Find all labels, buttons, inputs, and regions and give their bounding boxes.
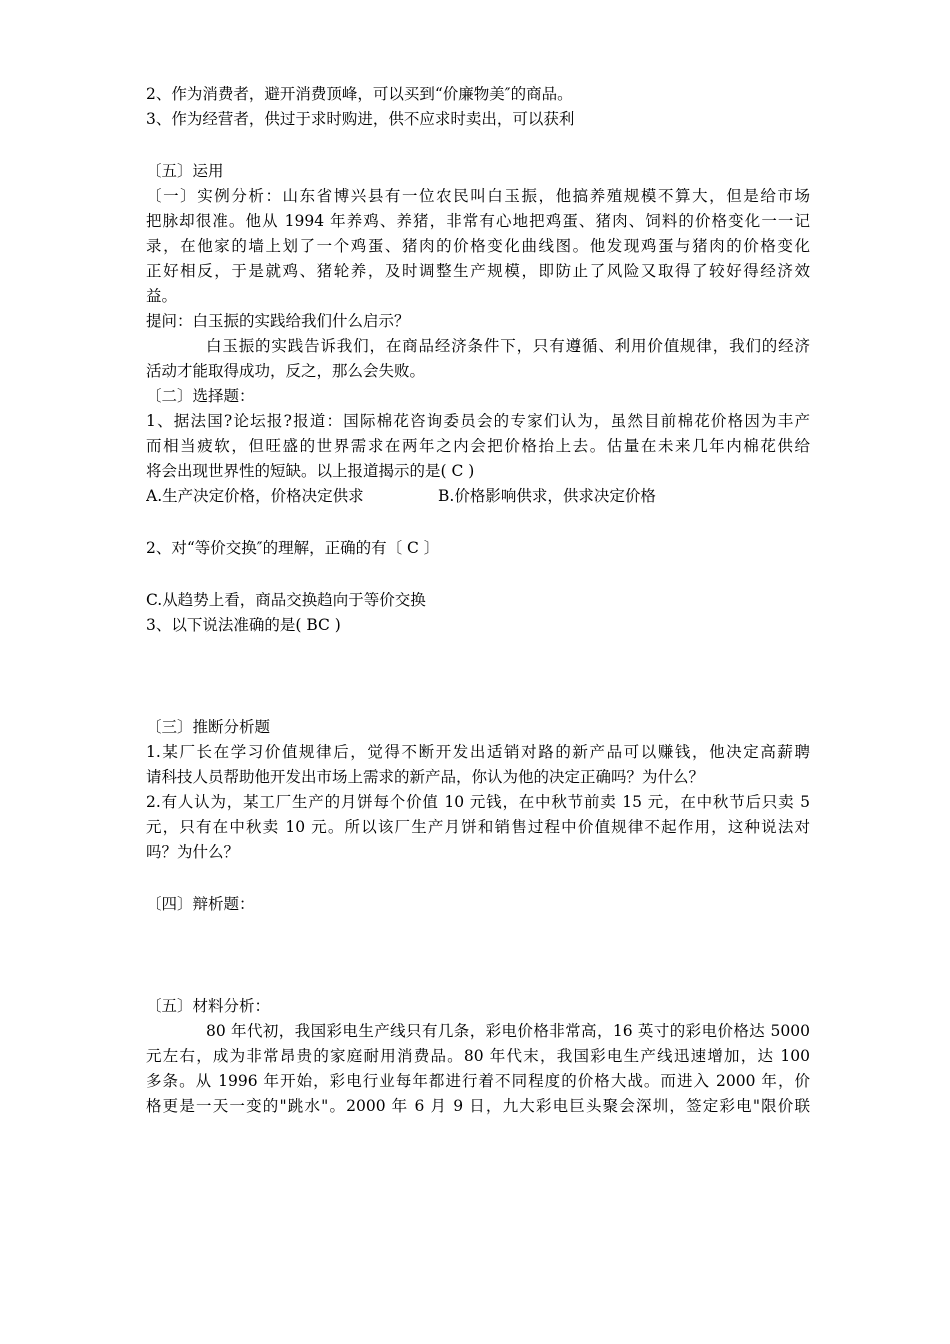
section-heading-apply: 〔五〕运用 [146, 162, 224, 180]
section-heading-judge: 〔三〕推断分析题 [146, 718, 271, 736]
choice-q1-line: 将会出现世界性的短缺。以上报道揭示的是( C ) [146, 462, 475, 480]
case-question: 提问：白玉振的实践给我们什么启示？ [146, 312, 410, 330]
choice-q2: 2、对“等价交换″的理解，正确的有〔 C 〕 [146, 539, 440, 557]
choice-option-a: A.生产决定价格，价格决定供求 [146, 487, 364, 505]
choice-option-b: B.价格影响供求，供求决定价格 [438, 487, 656, 505]
spacer [146, 509, 810, 536]
case-answer-line: 活动才能取得成功，反之，那么会失败。 [146, 362, 426, 380]
benefit-line-3: 3、作为经营者，供过于求时购进，供不应求时卖出，可以获利 [146, 110, 575, 128]
case-paragraph-line: 益。 [146, 287, 178, 305]
judge-item-2-line: 吗？为什么？ [146, 843, 240, 861]
case-paragraph-line: 〔一〕实例分析：山东省博兴县有一位农民叫白玉振，他搞养殖规模不算大，但是给市场 [146, 187, 810, 205]
material-paragraph-line: 80 年代初，我国彩电生产线只有几条，彩电价格非常高，16 英寸的彩电价格达 5000 [206, 1022, 810, 1040]
spacer [146, 132, 810, 159]
judge-item-2-line: 2.有人认为，某工厂生产的月饼每个价值 10 元钱，在中秋节前卖 15 元，在中秋节后只卖 5 [146, 793, 810, 811]
choice-q2-option-c: C.从趋势上看，商品交换趋向于等价交换 [146, 591, 426, 609]
spacer [146, 638, 810, 715]
section-heading-choice: 〔二〕选择题： [146, 387, 255, 405]
spacer [146, 917, 810, 994]
judge-item-1-line: 1.某厂长在学习价值规律后，觉得不断开发出适销对路的新产品可以赚钱，他决定高薪聘 [146, 743, 810, 761]
case-paragraph-line: 把脉却很准。他从 1994 年养鸡、养猪，非常有心地把鸡蛋、猪肉、饲料的价格变化一一记 [146, 212, 810, 230]
spacer [146, 561, 810, 588]
case-paragraph-line: 正好相反，于是就鸡、猪轮养，及时调整生产规模，即防止了风险又取得了较好得经济效 [146, 262, 810, 280]
spacer [146, 865, 810, 892]
material-paragraph-line: 多条。从 1996 年开始，彩电行业每年都进行着不同程度的价格大战。而进入 2000 年，价 [146, 1072, 810, 1090]
case-answer-line: 白玉振的实践告诉我们，在商品经济条件下，只有遵循、利用价值规律，我们的经济 [206, 337, 810, 355]
material-paragraph-line: 格更是一天一变的"跳水"。2000 年 6 月 9 日，九大彩电巨头聚会深圳，签定彩电"限价联 [146, 1097, 810, 1115]
choice-q1-options [146, 484, 810, 509]
choice-q1-line: 而相当疲软，但旺盛的世界需求在两年之内会把价格抬上去。估量在未来几年内棉花供给 [146, 437, 810, 455]
section-heading-discriminate: 〔四〕辩析题： [146, 895, 255, 913]
section-heading-material: 〔五〕材料分析： [146, 997, 271, 1015]
choice-q1-line: 1、据法国?论坛报?报道：国际棉花咨询委员会的专家们认为，虽然目前棉花价格因为丰产 [146, 412, 810, 430]
choice-q3: 3、以下说法准确的是( BC ) [146, 616, 341, 634]
judge-item-2-line: 元，只有在中秋卖 10 元。所以该厂生产月饼和销售过程中价值规律不起作用，这种说法对 [146, 818, 810, 836]
judge-item-1-line: 请科技人员帮助他开发出市场上需求的新产品，你认为他的决定正确吗？为什么？ [146, 768, 705, 786]
material-paragraph-line: 元左右，成为非常昂贵的家庭耐用消费品。80 年代末，我国彩电生产线迅速增加，达 100 [146, 1047, 810, 1065]
benefit-line-2: 2、作为消费者，避开消费顶峰，可以买到“价廉物美″的商品。 [146, 85, 573, 103]
case-paragraph-line: 录，在他家的墙上划了一个鸡蛋、猪肉的价格变化曲线图。他发现鸡蛋与猪肉的价格变化 [146, 237, 810, 255]
document-page [146, 82, 810, 1119]
